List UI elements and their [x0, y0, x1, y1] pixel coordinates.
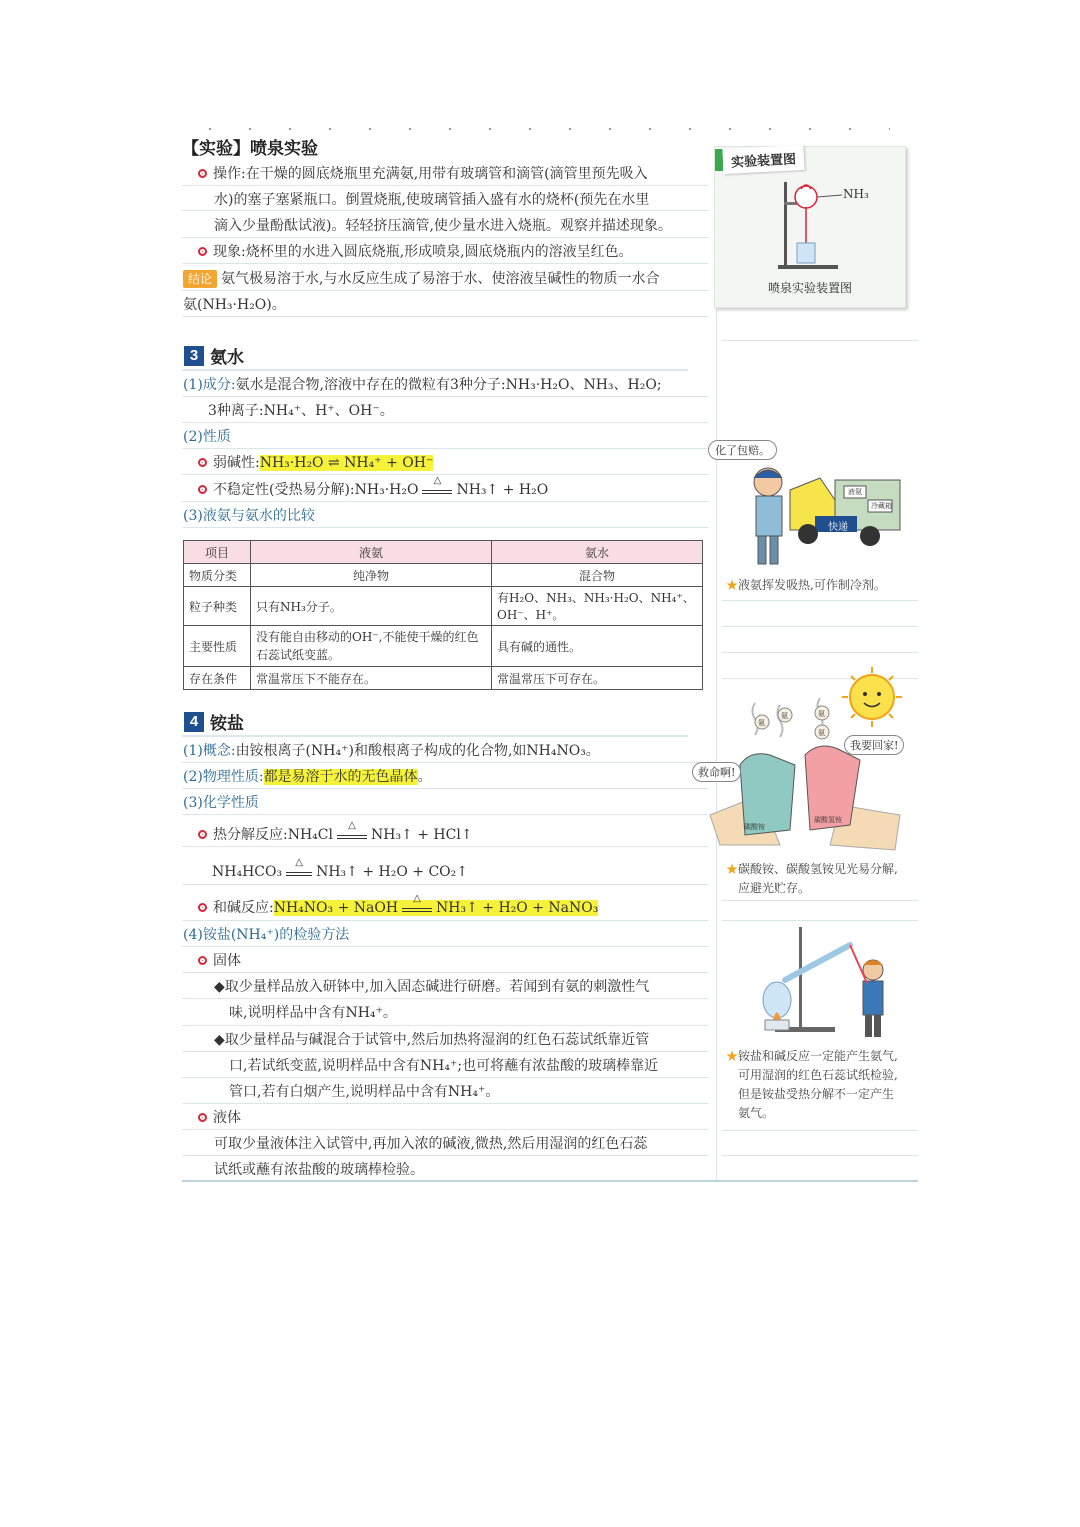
ammonium-salt-concept: (1)概念:由铵根离子(NH₄⁺)和酸根离子构成的化合物,如NH₄NO₃。: [183, 743, 600, 759]
star-icon: ★: [726, 578, 739, 592]
section-3-heading: [184, 343, 244, 368]
table-cell: 主要性质: [184, 626, 251, 667]
test-method-label: (4)铵盐(NH₄⁺)的检验方法: [183, 927, 350, 943]
table-cell: 存在条件: [184, 667, 251, 690]
solid-method-2-line-1: ◆取少量样品与碱混合于试管中,然后加热将湿润的红色石蕊试纸靠近管: [214, 1032, 650, 1048]
rule: [182, 1155, 708, 1156]
reaction-with-base: 和碱反应:NH₄NO₃ + NaOH △ NH₃↑ + H₂O + NaNO₃: [198, 899, 598, 917]
truck-caption: ★液氨挥发吸热,可作制冷剂。: [726, 578, 886, 592]
section-divider: [182, 735, 688, 737]
star-icon: ★: [726, 862, 739, 876]
table-cell: 具有碱的通性。: [492, 626, 703, 667]
rule: [182, 448, 708, 449]
section-number: 4: [184, 712, 204, 732]
table-cell: 纯净物: [251, 564, 492, 587]
rule: [182, 422, 708, 423]
liquid-method-line-2: 试纸或蘸有浓盐酸的玻璃棒检验。: [214, 1162, 424, 1178]
test-caption-line-3: 但是铵盐受热分解不一定产生: [738, 1087, 895, 1101]
ammonium-salt-physical: (2)物理性质:都是易溶于水的无色晶体。: [183, 769, 432, 785]
reaction-with-base-equation: NH₄NO₃ + NaOH △ NH₃↑ + H₂O + NaNO₃: [274, 900, 599, 916]
ammonia-water-properties-label: (2)性质: [183, 429, 231, 445]
salts-caption-line-2: 应避光贮存。: [738, 881, 811, 895]
thermal-decomposition-nh4cl: 热分解反应:NH₄Cl △ NH₃↑ + HCl↑: [198, 826, 473, 844]
gas-molecule-label: 氨: [781, 712, 788, 720]
bullet-icon: [198, 247, 207, 256]
rule: [182, 316, 708, 317]
ammonia-water-ions: 3种离子:NH₄⁺、H⁺、OH⁻。: [208, 403, 394, 419]
rule: [722, 340, 918, 341]
table-row: [184, 587, 703, 626]
rule: [722, 1155, 918, 1156]
table-cell: 有H₂O、NH₃、NH₃·H₂O、NH₄⁺、OH⁻、H⁺。: [492, 587, 703, 626]
table-row: [184, 667, 703, 690]
table-row: [184, 564, 703, 587]
bag-label-right: 碳酸氢铵: [814, 816, 842, 824]
bullet-icon: [198, 903, 207, 912]
rule: [182, 846, 708, 847]
solid-method-1-line-1: ◆取少量样品放入研钵中,加入固态碱进行研磨。若闻到有氨的刺激性气: [214, 979, 650, 995]
test-caption-line-2: 可用湿润的红色石蕊试纸检验,: [738, 1068, 898, 1082]
apparatus-figure: [714, 146, 906, 308]
solid-label: 固体: [198, 952, 241, 970]
solid-method-1-line-2: 味,说明样品中含有NH₄⁺。: [229, 1005, 397, 1021]
salts-bubble-right: 我要回家!: [844, 735, 904, 755]
rule: [182, 237, 708, 238]
gas-molecule-label: 氨: [758, 719, 765, 727]
rule: [182, 884, 708, 885]
rule: [722, 626, 918, 627]
rule: [722, 900, 918, 901]
apparatus-caption: 喷泉实验装置图: [767, 281, 852, 295]
rule: [182, 527, 708, 528]
rule: [182, 814, 708, 815]
heat-symbol: △: [413, 893, 421, 904]
rule: [182, 1129, 708, 1130]
table-cell: 物质分类: [184, 564, 251, 587]
rule: [182, 501, 708, 502]
truck-express-label: 快递: [828, 522, 848, 533]
ammonia-water-composition: (1)成分:氨水是混合物,溶液中存在的微粒有3种分子:NH₃·H₂O、NH₃、H₂O;: [183, 377, 662, 393]
table-header: 氨水: [492, 541, 703, 564]
rule: [182, 290, 708, 291]
section-divider: [182, 369, 688, 371]
bullet-icon: [198, 830, 207, 839]
table-cell: 粒子种类: [184, 587, 251, 626]
truck-speech-bubble: 化了包赔。: [708, 440, 777, 460]
truck-box-label: 冷藏箱: [871, 502, 892, 510]
section-title: 氨水: [210, 348, 244, 368]
table-cell: 没有能自由移动的OH⁻,不能使干燥的红色石蕊试纸变蓝。: [251, 626, 492, 667]
bullet-icon: [198, 169, 207, 178]
heat-symbol: △: [433, 475, 442, 486]
experiment-operation-line-3: 滴入少量酚酞试液)。轻轻挤压滴管,使少量水进入烧瓶。观察并描述现象。: [214, 218, 672, 234]
star-icon: ★: [726, 1049, 739, 1063]
experiment-phenomenon: 现象:烧杯里的水进入圆底烧瓶,形成喷泉,圆底烧瓶内的溶液呈红色。: [198, 243, 633, 261]
rule: [182, 1103, 708, 1104]
liquid-method-line-1: 可取少量液体注入试管中,再加入浓的碱液,微热,然后用湿润的红色石蕊: [214, 1136, 648, 1152]
test-caption-line-4: 氨气。: [738, 1106, 775, 1120]
experiment-operation-line-2: 水)的塞子塞紧瓶口。倒置烧瓶,使玻璃管插入盛有水的烧杯(预先在水里: [214, 192, 650, 208]
rule: [182, 263, 708, 264]
bag-label-left: 碳酸铵: [744, 823, 765, 831]
solid-method-2-line-2: 口,若试纸变蓝,说明样品中含有NH₄⁺;也可将蘸有浓盐酸的玻璃棒靠近: [229, 1058, 659, 1074]
conclusion-tag: 结论: [183, 270, 217, 288]
delivery-truck-illustration: [740, 460, 910, 570]
rule: [722, 600, 918, 601]
truck-box-label: 液氨: [848, 488, 862, 496]
rule: [182, 396, 708, 397]
table-cell: 只有NH₃分子。: [251, 587, 492, 626]
rule: [182, 762, 708, 763]
bullet-icon: [198, 485, 207, 494]
rule: [182, 788, 708, 789]
ammonia-test-cartoon: [755, 925, 895, 1040]
ammonium-salt-chemical-label: (3)化学性质: [183, 795, 259, 811]
rule: [182, 185, 708, 186]
bullet-icon: [198, 956, 207, 965]
rule: [182, 998, 708, 999]
liquid-label: 液体: [198, 1109, 241, 1127]
bottom-rule: [182, 1180, 918, 1182]
gas-molecule-label: 氨: [818, 729, 825, 737]
bullet-icon: [198, 1113, 207, 1122]
comparison-table: [183, 540, 703, 690]
rule: [182, 1051, 708, 1052]
rule: [182, 972, 708, 973]
rule: [182, 946, 708, 947]
table-cell: 常温常压下不能存在。: [251, 667, 492, 690]
experiment-conclusion-line-2: 氨(NH₃·H₂O)。: [183, 297, 286, 313]
rule: [182, 1077, 708, 1078]
rule: [722, 1130, 918, 1131]
weak-base-property: 弱碱性:NH₃·H₂O ⇌ NH₄⁺ + OH⁻: [198, 454, 433, 472]
rule: [182, 210, 708, 211]
heat-symbol: △: [348, 820, 356, 831]
section-4-heading: [184, 709, 244, 734]
section-title: 铵盐: [210, 714, 244, 734]
apparatus-gas-label: NH₃: [843, 187, 869, 201]
rule: [722, 920, 918, 921]
apparatus-tag: 实验装置图: [715, 147, 804, 172]
table-cell: 混合物: [492, 564, 703, 587]
table-header: 液氨: [251, 541, 492, 564]
rule: [182, 920, 708, 921]
unstable-property: 不稳定性(受热易分解):NH₃·H₂O △ NH₃↑ + H₂O: [198, 481, 548, 499]
top-dotted-line: [190, 128, 890, 130]
experiment-conclusion-line-1: 结论 氨气极易溶于水,与水反应生成了易溶于水、使溶液呈碱性的物质一水合: [183, 270, 659, 288]
gas-molecule-label: 氨: [818, 710, 825, 718]
table-row: [184, 626, 703, 667]
salts-bubble-left: 救命啊!: [692, 762, 741, 782]
experiment-heading: 【实验】喷泉实验: [182, 139, 318, 159]
bullet-icon: [198, 458, 207, 467]
table-header: 项目: [184, 541, 251, 564]
comparison-label: (3)液氨与氨水的比较: [183, 508, 315, 524]
experiment-operation-line-1: 操作:在干燥的圆底烧瓶里充满氨,用带有玻璃管和滴管(滴管里预先吸入: [198, 165, 648, 183]
salts-caption-line-1: ★碳酸铵、碳酸氢铵见光易分解,: [726, 862, 898, 876]
thermal-decomposition-nh4hco3: NH₄HCO₃ △ NH₃↑ + H₂O + CO₂↑: [212, 863, 468, 881]
rule: [182, 1025, 708, 1026]
table-header-row: [184, 541, 703, 564]
table-cell: 常温常压下可存在。: [492, 667, 703, 690]
test-caption-line-1: ★铵盐和碱反应一定能产生氨气,: [726, 1049, 898, 1063]
rule: [722, 652, 918, 653]
solid-method-2-line-3: 管口,若有白烟产生,说明样品中含有NH₄⁺。: [229, 1084, 500, 1100]
heat-symbol: △: [295, 857, 303, 868]
section-number: 3: [184, 346, 204, 366]
ammonium-salts-cartoon: [700, 665, 915, 855]
